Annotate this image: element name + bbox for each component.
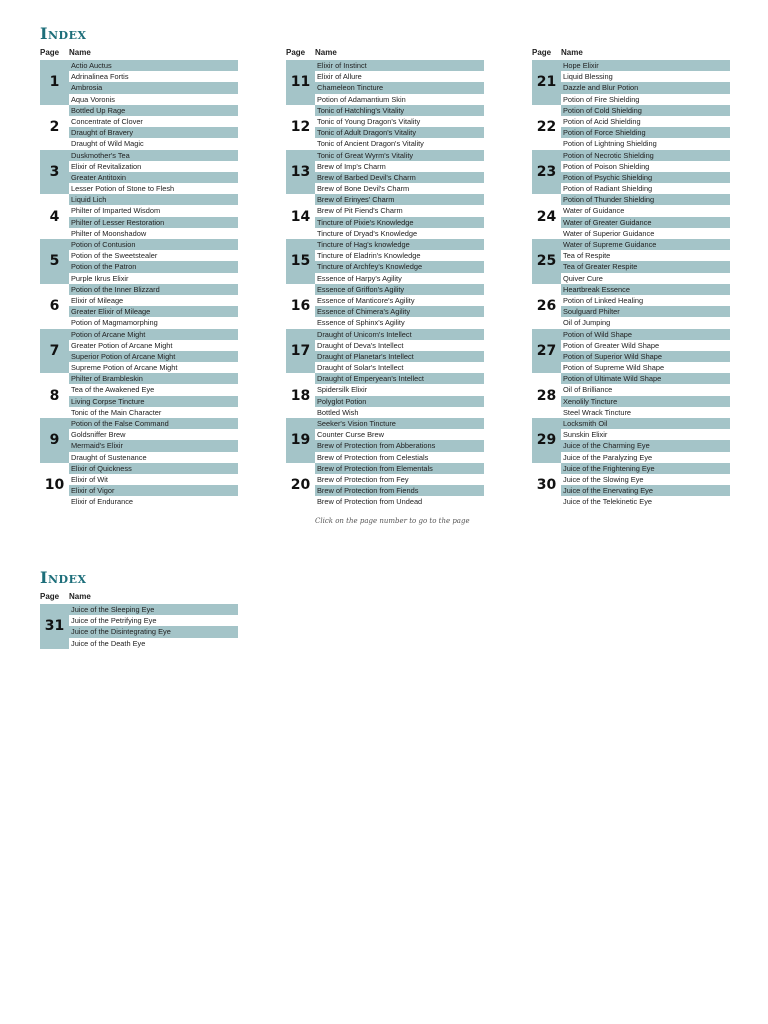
index-column-1 xyxy=(40,47,238,508)
page-number-link[interactable]: 25 xyxy=(532,239,561,284)
item-name: Brew of Pit Fiend's Charm xyxy=(317,206,403,216)
item-name: Dazzle and Blur Potion xyxy=(561,82,730,93)
column-header xyxy=(40,591,238,603)
item-name: Oil of Brilliance xyxy=(563,385,613,395)
item-name: Potion of Psychic Shielding xyxy=(561,172,730,183)
item-name: Potion of Contusion xyxy=(69,239,238,250)
index-group xyxy=(40,284,238,329)
item-name: Locksmith Oil xyxy=(561,418,730,429)
item-name: Tonic of Hatchling's Vitality xyxy=(315,105,484,116)
item-name: Potion of Acid Shielding xyxy=(563,116,641,126)
item-name: Supreme Potion of Arcane Might xyxy=(71,363,178,373)
item-name: Potion of Fire Shielding xyxy=(563,94,640,104)
page-number-link[interactable]: 29 xyxy=(532,418,561,463)
item-name: Tonic of Great Wyrm's Vitality xyxy=(315,150,484,161)
index-group xyxy=(40,60,238,105)
index-group xyxy=(532,60,730,105)
index-group xyxy=(286,284,484,329)
index-heading-bottom: Index xyxy=(40,568,87,587)
index-group xyxy=(286,194,484,239)
column-header xyxy=(532,47,730,59)
item-name: Counter Curse Brew xyxy=(317,430,384,440)
item-name: Potion of the Sweetstealer xyxy=(71,251,158,261)
item-name: Potion of Arcane Might xyxy=(69,329,238,340)
page-number-link[interactable]: 13 xyxy=(286,150,315,195)
item-name: Potion of Poison Shielding xyxy=(563,161,650,171)
page-number-link[interactable]: 1 xyxy=(40,60,69,105)
item-name: Juice of the Death Eye xyxy=(71,638,146,648)
index-heading-top: Index xyxy=(40,24,87,43)
item-name: Elixir of Vigor xyxy=(69,485,238,496)
page-number-link[interactable]: 6 xyxy=(49,298,60,315)
item-name: Draught of Deva's Intellect xyxy=(317,340,404,350)
page-number-link[interactable]: 20 xyxy=(290,477,311,494)
index-group xyxy=(40,150,238,195)
item-name: Essence of Chimera's Agility xyxy=(315,306,484,317)
index-group xyxy=(532,284,730,329)
index-group xyxy=(532,105,730,150)
index-group xyxy=(286,60,484,105)
item-name: Tincture of Dryad's Knowledge xyxy=(317,228,418,238)
page-number-link[interactable]: 21 xyxy=(532,60,561,105)
page-column-label: Page xyxy=(532,48,552,57)
column-header xyxy=(40,47,238,59)
page-number-link[interactable]: 26 xyxy=(536,298,557,315)
item-name: Elixir of Allure xyxy=(317,72,362,82)
page-number-link[interactable]: 18 xyxy=(290,387,311,404)
item-name: Potion of Magmamorphing xyxy=(71,318,158,328)
item-name: Draught of Sustenance xyxy=(71,452,147,462)
name-column-label: Name xyxy=(69,48,91,57)
item-name: Tincture of Hag's knowledge xyxy=(315,239,484,250)
page-number-link[interactable]: 14 xyxy=(290,208,311,225)
item-name: Brew of Erinyes' Charm xyxy=(315,194,484,205)
item-name: Brew of Bone Devil's Charm xyxy=(317,184,410,194)
index-group xyxy=(532,239,730,284)
item-name: Philter of Moonshadow xyxy=(71,228,147,238)
name-column-label: Name xyxy=(561,48,583,57)
item-name: Elixir of Mileage xyxy=(71,295,124,305)
index-group xyxy=(286,418,484,463)
item-name: Juice of the Petrifying Eye xyxy=(71,616,157,626)
item-name: Tea of the Awakened Eye xyxy=(71,385,155,395)
item-name: Potion of Cold Shielding xyxy=(561,105,730,116)
item-name: Juice of the Disintegrating Eye xyxy=(69,626,238,637)
item-name: Tonic of Adult Dragon's Vitality xyxy=(315,127,484,138)
page-number-link[interactable]: 30 xyxy=(536,477,557,494)
index-group xyxy=(286,373,484,418)
item-name: Potion of Thunder Shielding xyxy=(561,194,730,205)
index-group xyxy=(532,373,730,418)
item-name: Greater Potion of Arcane Might xyxy=(71,340,173,350)
item-name: Brew of Protection from Elementals xyxy=(315,463,484,474)
item-name: Tincture of Eladrin's Knowledge xyxy=(317,251,421,261)
item-name: Juice of the Enervating Eye xyxy=(561,485,730,496)
item-name: Juice of the Charming Eye xyxy=(561,440,730,451)
item-name: Juice of the Frightening Eye xyxy=(561,463,730,474)
item-name: Essence of Harpy's Agility xyxy=(317,273,402,283)
item-name: Potion of Ultimate Wild Shape xyxy=(561,373,730,384)
page-number-link[interactable]: 5 xyxy=(40,239,69,284)
item-name: Water of Superior Guidance xyxy=(563,228,655,238)
item-name: Essence of Griffon's Agility xyxy=(315,284,484,295)
index-group xyxy=(286,150,484,195)
name-column-label: Name xyxy=(69,592,91,601)
item-name: Concentrate of Clover xyxy=(71,116,143,126)
item-name: Potion of the Patron xyxy=(69,261,238,272)
page-number-link[interactable]: 27 xyxy=(532,329,561,374)
item-name: Steel Wrack Tincture xyxy=(563,407,632,417)
index-column-2 xyxy=(286,47,484,508)
page-number-link[interactable]: 12 xyxy=(290,119,311,136)
item-name: Philter of Lesser Restoration xyxy=(69,217,238,228)
item-name: Duskmother's Tea xyxy=(69,150,238,161)
page-column-label: Page xyxy=(286,48,306,57)
item-name: Essence of Sphinx's Agility xyxy=(317,318,405,328)
index-group xyxy=(532,463,730,508)
item-name: Potion of Superior Wild Shape xyxy=(561,351,730,362)
item-name: Elixir of Endurance xyxy=(71,497,134,507)
page-number-link[interactable]: 24 xyxy=(536,208,557,225)
page-number-link[interactable]: 10 xyxy=(44,477,65,494)
item-name: Juice of the Telekinetic Eye xyxy=(563,497,653,507)
item-name: Xenolily Tincture xyxy=(561,396,730,407)
item-name: Liquid Lich xyxy=(69,194,238,205)
item-name: Draught of Bravery xyxy=(69,127,238,138)
index-column-3 xyxy=(532,47,730,508)
item-name: Potion of the False Command xyxy=(69,418,238,429)
item-name: Tea of Greater Respite xyxy=(561,261,730,272)
item-name: Ambrosia xyxy=(69,82,238,93)
item-name: Oil of Jumping xyxy=(563,318,611,328)
index-group xyxy=(286,463,484,508)
item-name: Draught of Solar's Intellect xyxy=(317,363,404,373)
item-name: Living Corpse Tincture xyxy=(69,396,238,407)
item-name: Draught of Unicorn's Intellect xyxy=(315,329,484,340)
item-name: Brew of Protection from Celestials xyxy=(317,452,429,462)
item-name: Greater Elixir of Mileage xyxy=(69,306,238,317)
page-number-link[interactable]: 11 xyxy=(286,60,315,105)
item-name: Elixir of Revitalization xyxy=(71,161,142,171)
index-group xyxy=(532,194,730,239)
item-name: Greater Antitoxin xyxy=(69,172,238,183)
item-name: Draught of Planetar's Intellect xyxy=(315,351,484,362)
item-name: Potion of Force Shielding xyxy=(561,127,730,138)
index-group xyxy=(40,105,238,150)
item-name: Water of Guidance xyxy=(563,206,625,216)
item-name: Philter of Brambleskin xyxy=(69,373,238,384)
page-number-link[interactable]: 4 xyxy=(49,208,60,225)
item-name: Tonic of Young Dragon's Vitality xyxy=(317,116,421,126)
column-header xyxy=(286,47,484,59)
index-group xyxy=(40,604,238,649)
item-name: Goldsniffer Brew xyxy=(71,430,126,440)
index-group xyxy=(286,239,484,284)
index-group xyxy=(532,418,730,463)
page-number-link[interactable]: 15 xyxy=(286,239,315,284)
item-name: Potion of Greater Wild Shape xyxy=(563,340,660,350)
page-number-link[interactable]: 28 xyxy=(536,387,557,404)
name-column-label: Name xyxy=(315,48,337,57)
page-number-link[interactable]: 9 xyxy=(40,418,69,463)
item-name: Juice of the Slowing Eye xyxy=(563,474,644,484)
item-name: Brew of Imp's Charm xyxy=(317,161,386,171)
page-number-link[interactable]: 23 xyxy=(532,150,561,195)
item-name: Essence of Manticore's Agility xyxy=(317,295,415,305)
index-column-4 xyxy=(40,591,238,649)
item-name: Potion of Supreme Wild Shape xyxy=(563,363,665,373)
item-name: Juice of the Sleeping Eye xyxy=(69,604,238,615)
item-name: Elixir of Quickness xyxy=(69,463,238,474)
item-name: Tincture of Archfey's Knowledge xyxy=(315,261,484,272)
item-name: Actio Auctus xyxy=(69,60,238,71)
item-name: Heartbreak Essence xyxy=(561,284,730,295)
item-name: Potion of Necrotic Shielding xyxy=(561,150,730,161)
item-name: Draught of Wild Magic xyxy=(71,139,144,149)
item-name: Chameleon Tincture xyxy=(315,82,484,93)
item-name: Mermaid's Elixir xyxy=(69,440,238,451)
item-name: Brew of Protection from Fey xyxy=(317,474,409,484)
item-name: Draught of Emperyean's Intellect xyxy=(315,373,484,384)
page-column-label: Page xyxy=(40,48,60,57)
item-name: Polyglot Potion xyxy=(315,396,484,407)
item-name: Tonic of the Main Character xyxy=(71,407,162,417)
item-name: Hope Elixir xyxy=(561,60,730,71)
index-group xyxy=(532,329,730,374)
index-group xyxy=(532,150,730,195)
item-name: Philter of Imparted Wisdom xyxy=(71,206,161,216)
item-name: Lesser Potion of Stone to Flesh xyxy=(71,184,175,194)
page-number-link[interactable]: 8 xyxy=(49,387,60,404)
item-name: Water of Greater Guidance xyxy=(561,217,730,228)
item-name: Brew of Protection from Abberations xyxy=(315,440,484,451)
item-name: Elixir of Instinct xyxy=(315,60,484,71)
index-group xyxy=(286,329,484,374)
item-name: Juice of the Paralyzing Eye xyxy=(563,452,653,462)
item-name: Sunskin Elixir xyxy=(563,430,608,440)
item-name: Soulguard Philter xyxy=(561,306,730,317)
footnote: Click on the page number to go to the page xyxy=(315,517,470,525)
item-name: Tea of Respite xyxy=(563,251,611,261)
index-group xyxy=(40,373,238,418)
item-name: Purple Ikrus Elixir xyxy=(71,273,129,283)
item-name: Potion of Adamantium Skin xyxy=(317,94,406,104)
index-group xyxy=(40,239,238,284)
index-group xyxy=(286,105,484,150)
item-name: Adrinalinea Fortis xyxy=(71,72,129,82)
item-name: Potion of the Inner Blizzard xyxy=(69,284,238,295)
index-group xyxy=(40,329,238,374)
index-group xyxy=(40,194,238,239)
page-number-link[interactable]: 2 xyxy=(49,119,60,136)
item-name: Bottled Up Rage xyxy=(69,105,238,116)
item-name: Bottled Wish xyxy=(317,407,359,417)
item-name: Seeker's Vision Tincture xyxy=(315,418,484,429)
item-name: Potion of Lightning Shielding xyxy=(563,139,657,149)
item-name: Water of Supreme Guidance xyxy=(561,239,730,250)
item-name: Quiver Cure xyxy=(563,273,603,283)
index-group xyxy=(40,418,238,463)
page-column-label: Page xyxy=(40,592,60,601)
item-name: Potion of Linked Healing xyxy=(563,295,644,305)
item-name: Potion of Radiant Shielding xyxy=(563,184,653,194)
page-number-link[interactable]: 17 xyxy=(286,329,315,374)
page-number-link[interactable]: 7 xyxy=(40,329,69,374)
item-name: Elixir of Wit xyxy=(71,474,108,484)
page-number-link[interactable]: 22 xyxy=(536,119,557,136)
item-name: Liquid Blessing xyxy=(563,72,613,82)
page-number-link[interactable]: 31 xyxy=(40,604,69,649)
index-group xyxy=(40,463,238,508)
item-name: Tonic of Ancient Dragon's Vitality xyxy=(317,139,424,149)
item-name: Brew of Barbed Devil's Charm xyxy=(315,172,484,183)
item-name: Brew of Protection from Fiends xyxy=(315,485,484,496)
page-number-link[interactable]: 3 xyxy=(40,150,69,195)
item-name: Aqua Voronis xyxy=(71,94,115,104)
item-name: Spidersilk Elixir xyxy=(317,385,368,395)
item-name: Superior Potion of Arcane Might xyxy=(69,351,238,362)
page-number-link[interactable]: 16 xyxy=(290,298,311,315)
page-number-link[interactable]: 19 xyxy=(286,418,315,463)
item-name: Brew of Protection from Undead xyxy=(317,497,423,507)
item-name: Potion of Wild Shape xyxy=(561,329,730,340)
item-name: Tincture of Pixie's Knowledge xyxy=(315,217,484,228)
